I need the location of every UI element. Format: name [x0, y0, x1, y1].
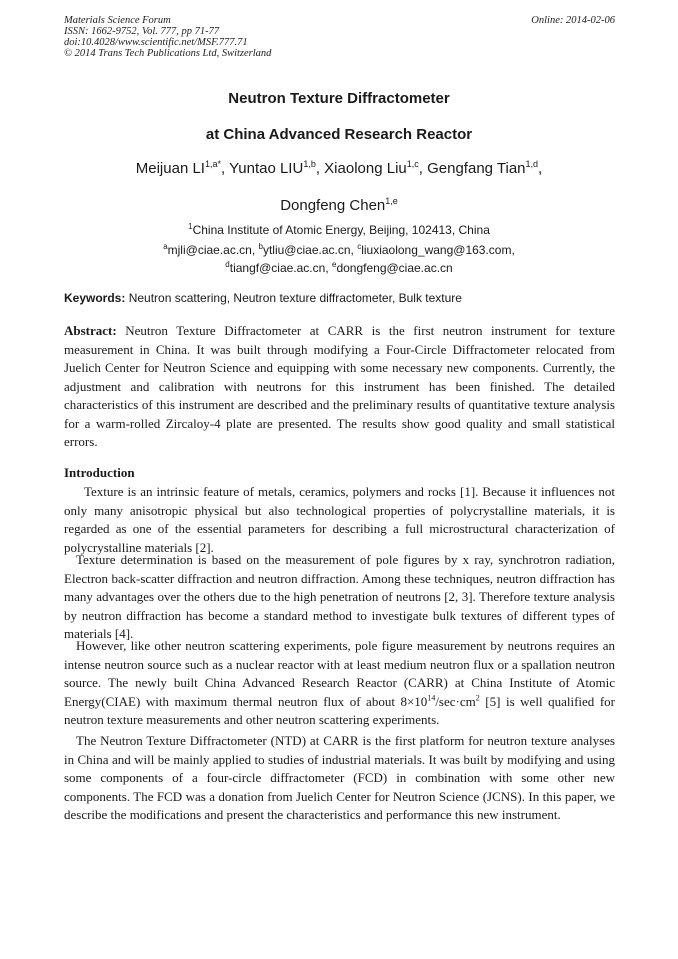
email-sup: b — [258, 242, 263, 251]
keywords-label: Keywords: — [64, 291, 126, 305]
keywords — [64, 291, 615, 305]
paper-title-line-2: at China Advanced Research Reactor — [205, 126, 473, 143]
email-list-line-1 — [0, 243, 678, 257]
unit-exponent: 2 — [475, 693, 480, 703]
intro-p3-text-b: /sec·cm — [435, 693, 476, 709]
intro-paragraph-3 — [64, 637, 615, 730]
author-list-line-2 — [0, 197, 678, 215]
journal-copyright: © 2014 Trans Tech Publications Ltd, Switzerland — [64, 48, 272, 59]
author-list-line-1 — [0, 160, 678, 178]
journal-issn: ISSN: 1662-9752, Vol. 777, pp 71-77 — [64, 26, 220, 37]
email-sup: a — [163, 242, 168, 251]
affiliation-text: China Institute of Atomic Energy, Beijing, 102413, China — [192, 223, 490, 237]
author-name: Gengfang Tian — [427, 160, 526, 177]
author-sup: 1,e — [385, 196, 398, 206]
author-name: Yuntao LIU — [229, 160, 304, 177]
section-heading-introduction: Introduction — [64, 465, 135, 480]
author-name: Xiaolong Liu — [324, 160, 407, 177]
author-sep: , — [538, 160, 543, 177]
affiliation — [0, 223, 678, 237]
abstract-label: Abstract: — [64, 323, 117, 338]
author-sep: , — [315, 160, 325, 177]
email-list-line-2 — [0, 261, 678, 275]
email-sup: c — [357, 242, 362, 251]
intro-p3-text-c: [5] is well qualified for neutron texture measurements and other neutron scattering experiments. — [64, 693, 615, 727]
author-sup: 1,c — [406, 159, 419, 169]
email-address[interactable]: ytliu@ciae.ac.cn, — [262, 243, 358, 257]
author-name: Dongfeng Chen — [280, 197, 386, 214]
intro-paragraph-2: Texture determination is based on the measurement of pole figures by x ray, synchrotron radiation, Electron back-scatter diffraction and neutron diffraction. Among these techniques, neutron diffraction has many advantages over the others due to the high penetration of neutrons [2, 3]. Therefore texture analysis by neutron diffraction has become a standard method to investigate bulk textures of different types of materials [4]. — [64, 552, 615, 641]
flux-exponent: 14 — [427, 693, 436, 703]
keywords-text: Neutron scattering, Neutron texture diffractometer, Bulk texture — [125, 291, 462, 305]
author-sup: 1,a* — [204, 159, 221, 169]
email-address[interactable]: mjli@ciae.ac.cn, — [167, 243, 259, 257]
journal-header — [64, 15, 615, 59]
intro-paragraph-1: Texture is an intrinsic feature of metals, ceramics, polymers and rocks [1]. Because it influences not only many anisotropic physical but also technological properties of polycrystalline materials, it is regarded as one of the essential parameters for describing a full microstructural characterization of polycrystalline materials [2]. — [64, 484, 615, 555]
email-address[interactable]: liuxiaolong_wang@163.com, — [361, 243, 515, 257]
abstract-text: Neutron Texture Diffractometer at CARR is the first neutron instrument for texture measurement in China. It was built through modifying a Four-Circle Diffractometer relocated from Juelich Center for Neutron Science and equipping with some necessary new components. Currently, the adjustment and calibration with neutrons for this instrument has been finished. The detailed characteristics of this instrument are described and the preliminary results of quantitative texture analysis for a warm-rolled Zircaloy-4 plate are presented. The results show good quality and small statistical errors. — [64, 323, 615, 449]
author-sup: 1,b — [303, 159, 316, 169]
author-sep: , — [418, 160, 428, 177]
author-sep: , — [221, 160, 230, 177]
email-sup: d — [225, 260, 230, 269]
intro-paragraph-4: The Neutron Texture Diffractometer (NTD) at CARR is the first platform for neutron texture analyses in China and will be mainly applied to studies of industrial materials. It was built by modifying and using some components of a four-circle diffractometer (FCD) in combination with some other new components. The FCD was a donation from Juelich Center for Neutron Science (JCNS). In this paper, we describe the modifications and present the characteristics and performance this new instrument. — [64, 733, 615, 822]
intro-p3-text-a: However, like other neutron scattering experiments, pole figure measurement by neutrons requires an intense neutron source such as a nuclear reactor with at least medium neutron flux or a spallation neutron source. The newly built China Advanced Research Reactor (CARR) at China Institute of Atomic Energy(CIAE) with maximum thermal neutron flux of about 8×10 — [64, 638, 615, 709]
email-address[interactable]: tiangf@ciae.ac.cn, — [229, 261, 332, 275]
author-sup: 1,d — [525, 159, 539, 169]
paper-title-line-1: Neutron Texture Diffractometer — [228, 90, 450, 107]
journal-doi[interactable]: doi:10.4028/www.scientific.net/MSF.777.71 — [64, 37, 248, 48]
abstract — [64, 322, 615, 452]
journal-name: Materials Science Forum — [64, 15, 171, 26]
email-address[interactable]: dongfeng@ciae.ac.cn — [336, 261, 453, 275]
affiliation-sup: 1 — [188, 222, 193, 231]
email-sup: e — [331, 260, 337, 269]
author-name: Meijuan LI — [135, 160, 205, 177]
online-date: Online: 2014-02-06 — [531, 15, 615, 26]
